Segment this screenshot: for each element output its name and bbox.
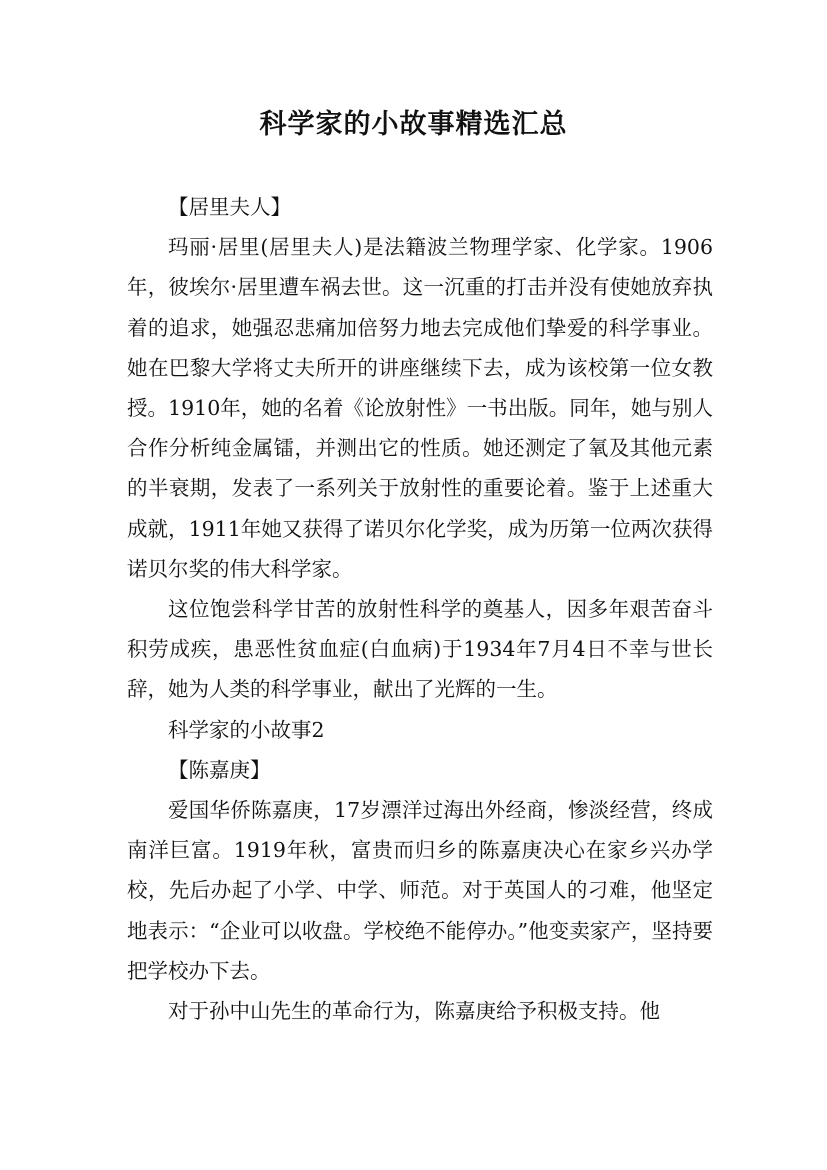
document-body: [127, 187, 713, 1031]
document-title: 科学家的小故事精选汇总: [259, 109, 568, 140]
section-heading-curie: 【居里夫人】: [168, 195, 291, 219]
story-subtitle-2: 科学家的小故事2: [168, 717, 325, 742]
paragraph-chen-1: 爱国华侨陈嘉庚，17岁漂洋过海出外经商，惨淡经营，终成南洋巨富。1919年秋，富贵而归乡的陈嘉庚决心在家乡兴办学校，先后办起了小学、中学、师范。对于英国人的刁难，他坚定地表示：“企业可以收盘。学校绝不能停办。”他变卖家产，坚持要把学校办下去。: [127, 798, 713, 983]
paragraph-curie-2: 这位饱尝科学甘苦的放射性科学的奠基人，因多年艰苦奋斗积劳成疾，患恶性贫血症(白血病)于1934年7月4日不幸与世长辞，她为人类的科学事业，献出了光辉的一生。: [127, 597, 713, 702]
section-heading-chen: 【陈嘉庚】: [168, 757, 271, 782]
paragraph-curie-1: 玛丽·居里(居里夫人)是法籍波兰物理学家、化学家。1906年，彼埃尔·居里遭车祸去世。这一沉重的打击并没有使她放弃执着的追求，她强忍悲痛加倍努力地去完成他们挚爱的科学事业。她在巴黎大学将丈夫所开的讲座继续下去，成为该校第一位女教授。1910年，她的名着《论放射性》一书出版。同年，她与别人合作分析纯金属镭，并测出它的性质。她还测定了氧及其他元素的半衰期，发表了一系列关于放射性的重要论着。鉴于上述重大成就，1911年她又获得了诺贝尔化学奖，成为历第一位两次获得诺贝尔奖的伟大科学家。: [127, 235, 713, 581]
paragraph-chen-2: 对于孙中山先生的革命行为，陈嘉庚给予积极支持。他: [168, 999, 660, 1024]
